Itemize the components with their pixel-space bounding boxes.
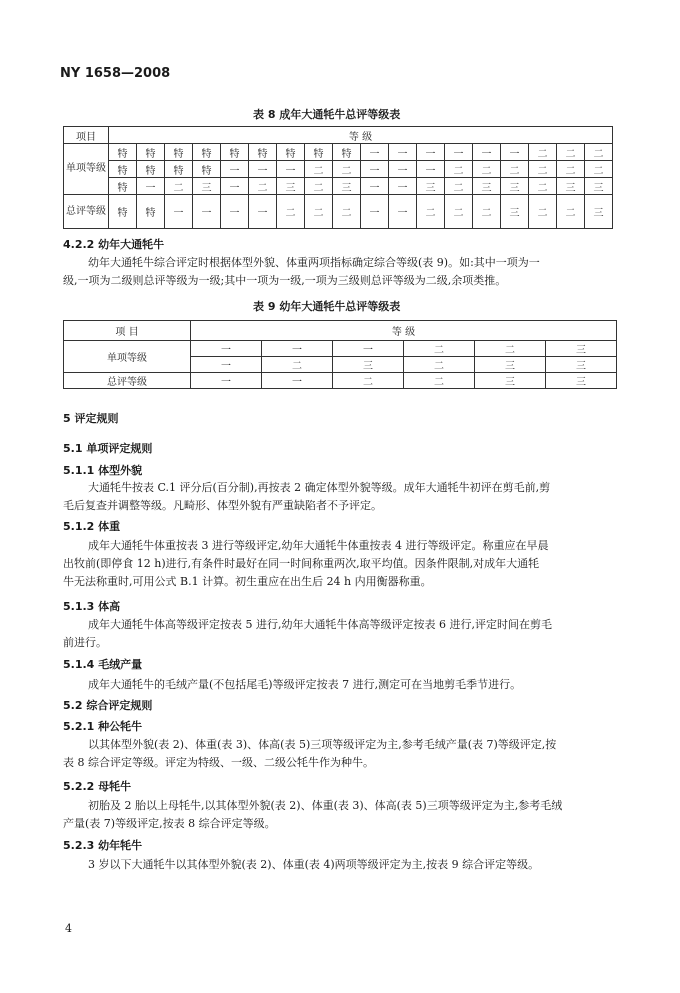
section-5-1-2-line2: 出牧前(即停食 12 h)进行,有条件时最好在同一时间称重两次,取平均值。因条件限制,对成年大通牦 <box>63 557 540 570</box>
grade-cell: 二 <box>333 161 361 178</box>
section-5-heading: 5 评定规则 <box>63 412 119 425</box>
grade-cell: 三 <box>546 357 617 373</box>
grade-cell: 一 <box>165 195 193 229</box>
grade-cell: 一 <box>389 161 417 178</box>
grade-cell: 三 <box>417 178 445 195</box>
table8-grade-header: 等 级 <box>109 127 613 144</box>
section-5-1-1-line1: 大通牦牛按表 C.1 评分后(百分制),再按表 2 确定体型外貌等级。成年大通牦牛初评在剪毛前,剪 <box>88 481 551 494</box>
grade-cell: 三 <box>193 178 221 195</box>
grade-cell: 特 <box>193 144 221 161</box>
table8-caption: 表 8 成年大通牦牛总评等级表 <box>253 108 401 121</box>
grade-cell: 二 <box>445 161 473 178</box>
grade-cell: 特 <box>249 144 277 161</box>
grade-cell: 三 <box>585 195 613 229</box>
grade-cell: 一 <box>361 161 389 178</box>
grade-cell: 特 <box>305 144 333 161</box>
section-5-1-3-line1: 成年大通牦牛体高等级评定按表 5 进行,幼年大通牦牛体高等级评定按表 6 进行,评定时间在剪毛 <box>88 618 552 631</box>
grade-cell: 一 <box>193 195 221 229</box>
grade-cell: 一 <box>501 144 529 161</box>
grade-cell: 三 <box>501 178 529 195</box>
section-5-2-2-line2: 产量(表 7)等级评定,按表 8 综合评定等级。 <box>63 817 276 830</box>
table8-total-label: 总评等级 <box>64 195 109 229</box>
table8-single-label: 单项等级 <box>64 144 109 195</box>
grade-cell: 三 <box>475 373 546 389</box>
grade-cell: 特 <box>109 195 137 229</box>
grade-cell: 二 <box>585 144 613 161</box>
section-4-2-2-heading: 4.2.2 幼年大通牦牛 <box>63 238 165 251</box>
section-5-2-3-heading: 5.2.3 幼年牦牛 <box>63 839 143 852</box>
page-header: NY 1658—2008 <box>60 66 171 81</box>
grade-cell: 一 <box>389 195 417 229</box>
grade-cell: 二 <box>165 178 193 195</box>
grade-cell: 二 <box>529 178 557 195</box>
section-5-1-4-heading: 5.1.4 毛绒产量 <box>63 658 143 671</box>
grade-cell: 二 <box>404 373 475 389</box>
section-5-1-4-line1: 成年大通牦牛的毛绒产量(不包括尾毛)等级评定按表 7 进行,测定可在当地剪毛季节进行。 <box>88 678 522 691</box>
grade-cell: 二 <box>333 373 404 389</box>
grade-cell: 二 <box>404 341 475 357</box>
section-5-1-1-line2: 毛后复查并调整等级。凡畸形、体型外貌有严重缺陷者不予评定。 <box>63 499 382 512</box>
grade-cell: 三 <box>333 178 361 195</box>
section-5-2-1-line1: 以其体型外貌(表 2)、体重(表 3)、体高(表 5)三项等级评定为主,参考毛绒产量(表 7)等级评定,按 <box>88 738 557 751</box>
grade-cell: 一 <box>262 373 333 389</box>
grade-cell: 一 <box>389 144 417 161</box>
grade-cell: 一 <box>262 341 333 357</box>
grade-cell: 特 <box>193 161 221 178</box>
grade-cell: 三 <box>557 178 585 195</box>
table9 <box>63 320 617 389</box>
section-5-2-2-line1: 初胎及 2 胎以上母牦牛,以其体型外貌(表 2)、体重(表 3)、体高(表 5)三项等级评定为主,参考毛绒 <box>88 799 563 812</box>
section-4-2-2-line2: 级,一项为二级则总评等级为一级;其中一项为一级,一项为三级则总评等级为二级,余项类推。 <box>63 274 507 287</box>
grade-cell: 二 <box>529 144 557 161</box>
section-5-2-2-heading: 5.2.2 母牦牛 <box>63 780 132 793</box>
table8 <box>63 126 613 229</box>
section-5-1-2-line3: 牛无法称重时,可用公式 B.1 计算。初生重应在出生后 24 h 内用衡器称重。 <box>63 575 432 588</box>
section-4-2-2-line1: 幼年大通牦牛综合评定时根据体型外貌、体重两项指标确定综合等级(表 9)。如:其中一项为一 <box>88 256 540 269</box>
grade-cell: 一 <box>191 373 262 389</box>
grade-cell: 一 <box>191 341 262 357</box>
grade-cell: 一 <box>333 341 404 357</box>
grade-cell: 特 <box>221 144 249 161</box>
grade-cell: 二 <box>305 161 333 178</box>
section-5-1-2-heading: 5.1.2 体重 <box>63 520 121 533</box>
table9-total-row <box>64 373 617 389</box>
section-5-1-2-line1: 成年大通牦牛体重按表 3 进行等级评定,幼年大通牦牛体重按表 4 进行等级评定。称重应在早晨 <box>88 539 549 552</box>
grade-cell: 特 <box>165 144 193 161</box>
grade-cell: 二 <box>305 195 333 229</box>
grade-cell: 一 <box>417 144 445 161</box>
section-5-2-1-heading: 5.2.1 种公牦牛 <box>63 720 143 733</box>
grade-cell: 一 <box>221 195 249 229</box>
section-5-1-3-line2: 前进行。 <box>63 636 107 649</box>
grade-cell: 特 <box>277 144 305 161</box>
table9-single-label: 单项等级 <box>64 341 191 373</box>
grade-cell: 一 <box>221 178 249 195</box>
grade-cell: 二 <box>529 161 557 178</box>
grade-cell: 二 <box>445 195 473 229</box>
grade-cell: 一 <box>361 144 389 161</box>
grade-cell: 二 <box>305 178 333 195</box>
grade-cell: 二 <box>277 195 305 229</box>
grade-cell: 三 <box>501 195 529 229</box>
grade-cell: 特 <box>165 161 193 178</box>
section-5-2-3-line1: 3 岁以下大通牦牛以其体型外貌(表 2)、体重(表 4)两项等级评定为主,按表 9 综合评定等级。 <box>88 858 540 871</box>
grade-cell: 一 <box>417 161 445 178</box>
grade-cell: 三 <box>546 373 617 389</box>
section-5-1-1-heading: 5.1.1 体型外貌 <box>63 464 143 477</box>
table8-single-row-2 <box>64 161 613 178</box>
grade-cell: 二 <box>473 161 501 178</box>
section-5-2-heading: 5.2 综合评定规则 <box>63 699 153 712</box>
grade-cell: 特 <box>137 195 165 229</box>
grade-cell: 特 <box>109 178 137 195</box>
grade-cell: 二 <box>557 161 585 178</box>
grade-cell: 二 <box>529 195 557 229</box>
grade-cell: 三 <box>333 357 404 373</box>
grade-cell: 二 <box>333 195 361 229</box>
grade-cell: 二 <box>262 357 333 373</box>
grade-cell: 二 <box>445 178 473 195</box>
grade-cell: 一 <box>361 195 389 229</box>
grade-cell: 特 <box>109 144 137 161</box>
grade-cell: 二 <box>417 195 445 229</box>
grade-cell: 一 <box>473 144 501 161</box>
table9-grade-header: 等 级 <box>191 321 617 341</box>
table9-total-label: 总评等级 <box>64 373 191 389</box>
grade-cell: 三 <box>475 357 546 373</box>
grade-cell: 二 <box>249 178 277 195</box>
grade-cell: 特 <box>137 144 165 161</box>
section-5-2-1-line2: 表 8 综合评定等级。评定为特级、一级、二级公牦牛作为种牛。 <box>63 756 374 769</box>
grade-cell: 二 <box>585 161 613 178</box>
grade-cell: 一 <box>221 161 249 178</box>
grade-cell: 二 <box>557 144 585 161</box>
grade-cell: 特 <box>109 161 137 178</box>
page-number: 4 <box>65 922 72 935</box>
grade-cell: 二 <box>475 341 546 357</box>
grade-cell: 三 <box>546 341 617 357</box>
grade-cell: 一 <box>445 144 473 161</box>
table9-caption: 表 9 幼年大通牦牛总评等级表 <box>253 300 401 313</box>
grade-cell: 一 <box>361 178 389 195</box>
grade-cell: 一 <box>389 178 417 195</box>
table8-single-row-1 <box>64 144 613 161</box>
table9-col-label: 项 目 <box>64 321 191 341</box>
grade-cell: 二 <box>473 195 501 229</box>
grade-cell: 二 <box>404 357 475 373</box>
table8-single-row-3 <box>64 178 613 195</box>
grade-cell: 三 <box>473 178 501 195</box>
table9-single-row-1 <box>64 341 617 357</box>
grade-cell: 特 <box>137 161 165 178</box>
grade-cell: 三 <box>585 178 613 195</box>
section-5-1-heading: 5.1 单项评定规则 <box>63 442 153 455</box>
table8-col-label: 项目 <box>64 127 109 144</box>
grade-cell: 特 <box>333 144 361 161</box>
grade-cell: 三 <box>277 178 305 195</box>
grade-cell: 一 <box>191 357 262 373</box>
grade-cell: 一 <box>249 161 277 178</box>
table8-total-row <box>64 195 613 229</box>
grade-cell: 二 <box>501 161 529 178</box>
grade-cell: 二 <box>557 195 585 229</box>
grade-cell: 一 <box>137 178 165 195</box>
grade-cell: 一 <box>277 161 305 178</box>
grade-cell: 一 <box>249 195 277 229</box>
section-5-1-3-heading: 5.1.3 体高 <box>63 600 121 613</box>
